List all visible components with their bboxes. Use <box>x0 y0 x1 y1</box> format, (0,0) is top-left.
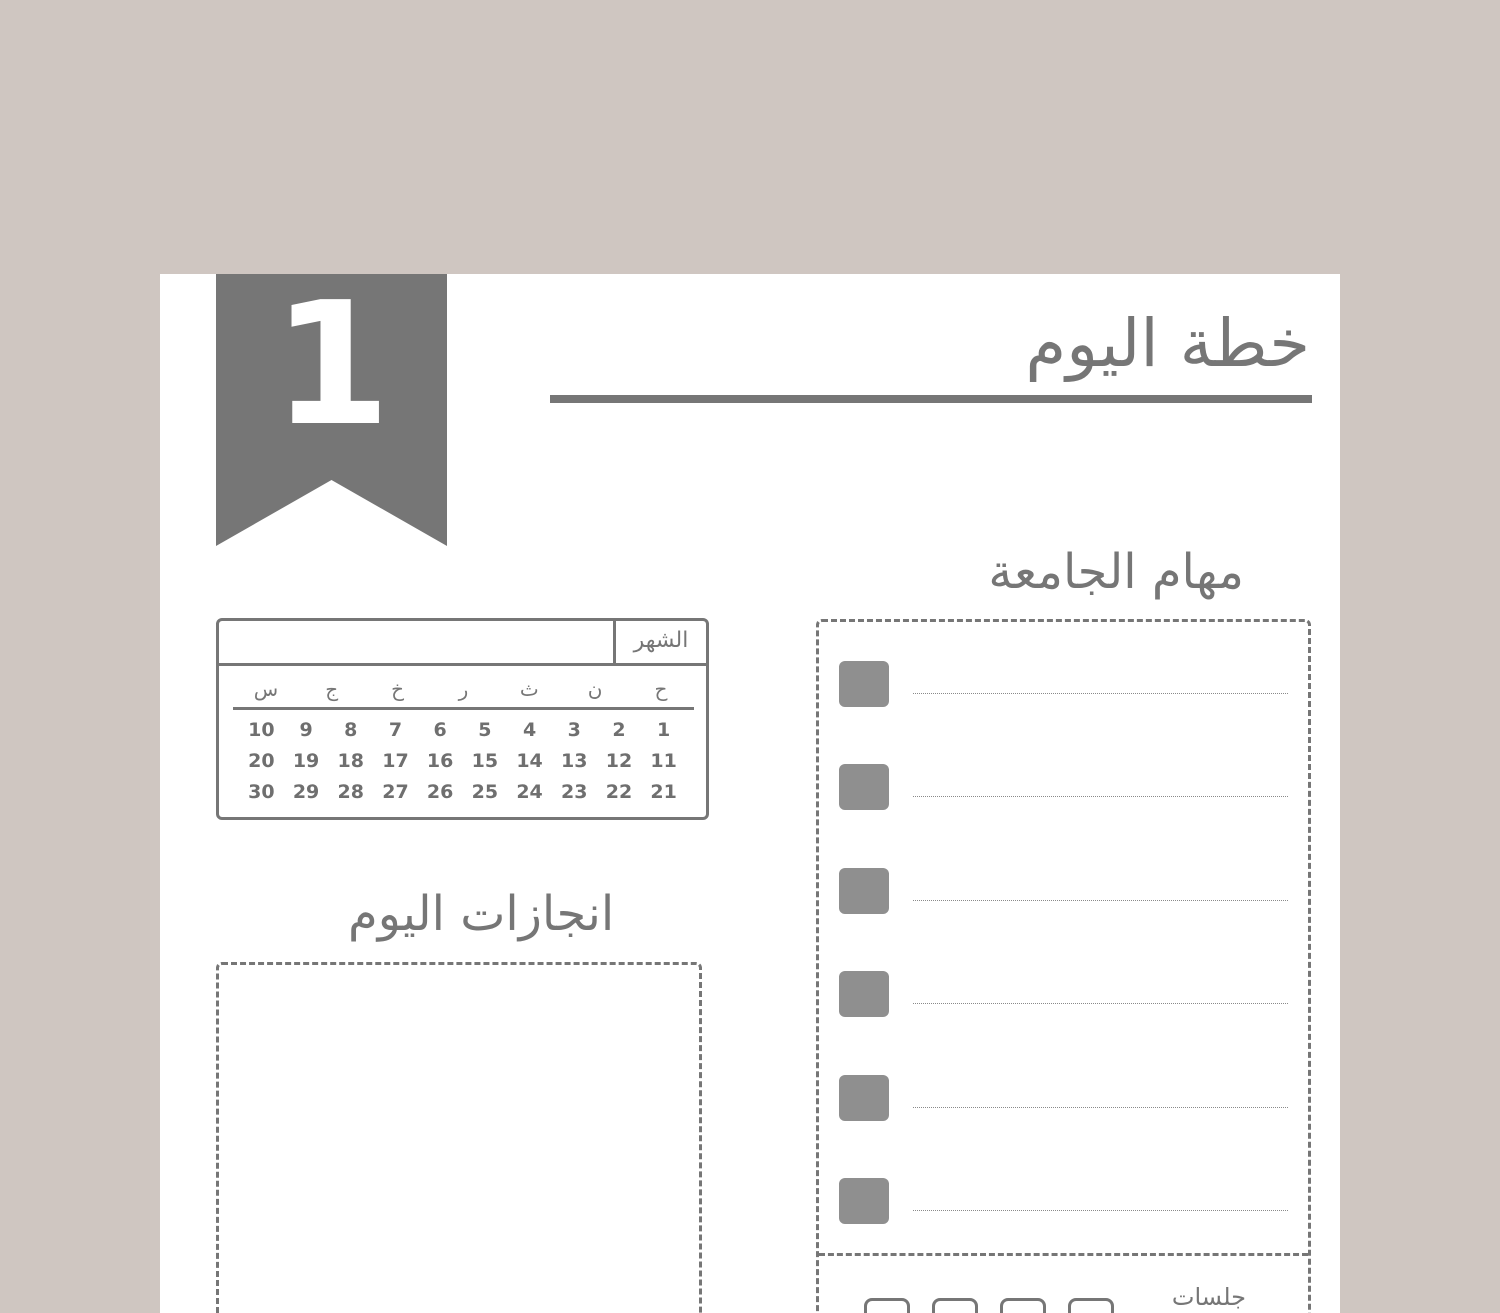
calendar-date[interactable]: 3 <box>567 719 581 741</box>
calendar-weekday: ث <box>519 677 539 701</box>
calendar-date[interactable]: 30 <box>248 781 275 803</box>
task-checkbox[interactable] <box>839 971 889 1017</box>
calendar-date[interactable]: 10 <box>248 719 275 741</box>
task-checkbox[interactable] <box>839 1178 889 1224</box>
sessions-label: جلسات <box>1171 1283 1246 1311</box>
calendar-date[interactable]: 21 <box>650 781 677 803</box>
day-number: 1 <box>272 274 391 464</box>
task-checkbox[interactable] <box>839 868 889 914</box>
planner-sheet <box>160 274 1340 1313</box>
task-row <box>839 1075 1288 1125</box>
calendar-date-grid <box>239 717 686 805</box>
calendar-date[interactable]: 23 <box>561 781 588 803</box>
achievements-heading: انجازات اليوم <box>348 886 615 942</box>
calendar-weekday-row <box>233 671 694 710</box>
task-checkbox[interactable] <box>839 661 889 707</box>
calendar-date[interactable]: 6 <box>433 719 447 741</box>
calendar-date[interactable]: 29 <box>292 781 320 803</box>
calendar-date[interactable]: 19 <box>292 750 320 772</box>
calendar-date[interactable]: 11 <box>650 750 677 772</box>
calendar-date[interactable]: 2 <box>612 719 626 741</box>
achievements-box[interactable] <box>216 962 702 1313</box>
tasks-heading: مهام الجامعة <box>988 544 1244 600</box>
calendar-date[interactable]: 27 <box>382 781 409 803</box>
calendar-date[interactable]: 14 <box>516 750 543 772</box>
task-write-line[interactable] <box>913 1210 1288 1211</box>
calendar-date[interactable]: 8 <box>344 719 358 741</box>
session-checkbox[interactable] <box>1000 1298 1046 1313</box>
day-ribbon <box>216 274 447 546</box>
tasks-box <box>816 619 1311 1313</box>
calendar-date[interactable]: 24 <box>516 781 543 803</box>
calendar-weekday: خ <box>391 677 405 701</box>
task-write-line[interactable] <box>913 693 1288 694</box>
task-row <box>839 971 1288 1021</box>
calendar-date[interactable]: 1 <box>657 719 671 741</box>
task-row <box>839 764 1288 814</box>
calendar-date[interactable]: 25 <box>471 781 499 803</box>
mini-calendar <box>216 618 709 820</box>
calendar-month-label: الشهر <box>613 621 706 663</box>
task-write-line[interactable] <box>913 900 1288 901</box>
task-row <box>839 661 1288 711</box>
calendar-date[interactable]: 9 <box>299 719 313 741</box>
task-write-line[interactable] <box>913 1003 1288 1004</box>
task-checkbox[interactable] <box>839 764 889 810</box>
task-write-line[interactable] <box>913 1107 1288 1108</box>
session-checkbox[interactable] <box>932 1298 978 1313</box>
calendar-date[interactable]: 16 <box>426 750 454 772</box>
calendar-date[interactable]: 4 <box>522 719 537 741</box>
sessions-divider <box>819 1253 1308 1256</box>
session-checkbox[interactable] <box>864 1298 910 1313</box>
calendar-weekday: ج <box>325 677 339 701</box>
calendar-date[interactable]: 12 <box>605 750 633 772</box>
session-checkbox[interactable] <box>1068 1298 1114 1313</box>
calendar-date[interactable]: 17 <box>382 750 409 772</box>
calendar-date[interactable]: 22 <box>605 781 633 803</box>
calendar-weekday: ح <box>654 677 668 701</box>
task-row <box>839 868 1288 918</box>
calendar-date[interactable]: 28 <box>337 781 364 803</box>
calendar-weekday: ر <box>458 677 469 701</box>
calendar-date[interactable]: 15 <box>471 750 499 772</box>
calendar-date[interactable]: 20 <box>248 750 275 772</box>
calendar-weekday: س <box>253 677 279 701</box>
task-checkbox[interactable] <box>839 1075 889 1121</box>
calendar-month-row <box>219 621 706 666</box>
task-row <box>839 1178 1288 1228</box>
page-title: خطة اليوم <box>1025 305 1310 382</box>
calendar-date[interactable]: 18 <box>337 750 364 772</box>
calendar-date[interactable]: 7 <box>388 719 403 741</box>
calendar-date[interactable]: 13 <box>561 750 588 772</box>
title-underline <box>550 395 1312 403</box>
calendar-weekday: ن <box>587 677 603 701</box>
task-write-line[interactable] <box>913 796 1288 797</box>
calendar-date[interactable]: 26 <box>426 781 454 803</box>
calendar-month-field[interactable] <box>219 621 613 663</box>
calendar-date[interactable]: 5 <box>478 719 492 741</box>
